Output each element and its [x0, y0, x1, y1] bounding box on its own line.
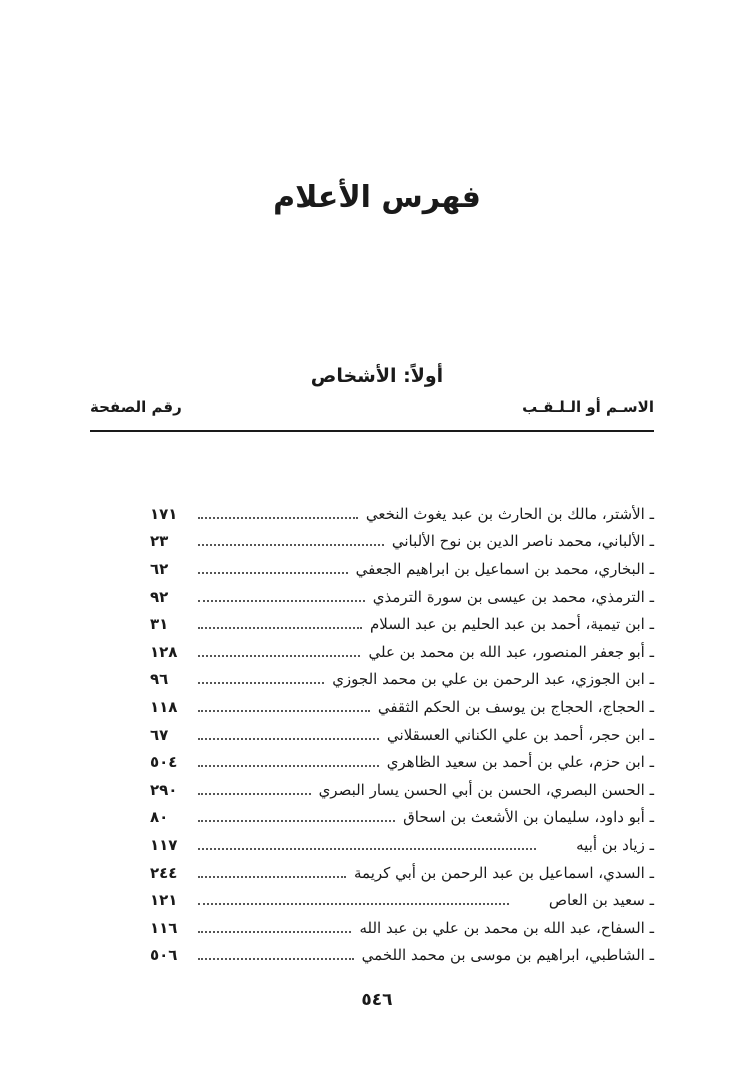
entry-name: ـ السدي، اسماعيل بن عبد الرحمن بن أبي كريمة [354, 863, 654, 882]
entry-page: ٦٧ [150, 725, 169, 744]
leader-dots [198, 738, 379, 740]
entry-name: ـ الشاطبي، ابراهيم بن موسى بن محمد اللخمي [361, 946, 654, 965]
entry-page: ٦٢ [150, 559, 169, 578]
leader-dots [198, 848, 536, 850]
entry-name: ـ الحجاج، الحجاج بن يوسف بن الحكم الثقفي [377, 697, 654, 716]
entry-name: ـ الحسن البصري، الحسن بن أبي الحسن يسار البصري [318, 780, 654, 799]
index-entry [150, 528, 654, 556]
index-entry [150, 666, 654, 694]
entry-name: ـ الألباني، محمد ناصر الدين بن نوح الألباني [391, 532, 654, 551]
entry-name: ـ ابن الجوزي، عبد الرحمن بن علي بن محمد الجوزي [332, 670, 654, 689]
leader-dots [198, 572, 348, 574]
index-entry [150, 914, 654, 942]
leader-dots [198, 876, 346, 878]
index-entry [150, 583, 654, 611]
column-headers [90, 398, 654, 416]
leader-dots [198, 793, 311, 795]
entry-page: ٨٠ [150, 808, 169, 827]
entry-page: ١١٨ [150, 697, 178, 716]
entry-name: ـ البخاري، محمد بن اسماعيل بن ابراهيم الجعفي [355, 559, 654, 578]
leader-dots [198, 820, 395, 822]
index-entry [150, 942, 654, 970]
entry-page: ١١٧ [150, 835, 178, 854]
leader-dots [198, 765, 379, 767]
entry-page: ٢٩٠ [150, 780, 178, 799]
header-divider [90, 430, 654, 432]
entry-name: ـ ابن حجر، أحمد بن علي الكناني العسقلاني [387, 725, 654, 744]
entry-page: ١٧١ [150, 504, 178, 523]
page-column-header: رقم الصفحة [90, 398, 182, 416]
index-list [150, 500, 654, 969]
entry-page: ١٢٨ [150, 642, 178, 661]
leader-dots [198, 544, 384, 546]
entry-name: ـ زياد بن أبيه [576, 835, 654, 854]
entry-name: ـ السفاح، عبد الله بن محمد بن علي بن عبد الله [359, 918, 654, 937]
entry-name: ـ أبو جعفر المنصور، عبد الله بن محمد بن علي [368, 642, 654, 661]
entry-name: ـ أبو داود، سليمان بن الأشعث بن اسحاق [403, 808, 654, 827]
leader-dots [198, 903, 509, 905]
index-entry [150, 859, 654, 887]
leader-dots [198, 655, 360, 657]
entry-page: ٩٢ [150, 587, 169, 606]
entry-page: ٢٤٤ [150, 863, 178, 882]
name-column-header: الاسـم أو الـلـقـب [522, 398, 654, 416]
leader-dots [198, 600, 365, 602]
entry-page: ٥٠٤ [150, 753, 178, 772]
entry-page: ٥٠٦ [150, 946, 178, 965]
index-entry [150, 610, 654, 638]
index-entry [150, 776, 654, 804]
leader-dots [198, 627, 362, 629]
entry-name: ـ ابن تيمية، أحمد بن عبد الحليم بن عبد السلام [370, 615, 654, 634]
index-entry [150, 804, 654, 832]
entry-page: ٣١ [150, 615, 169, 634]
leader-dots [198, 517, 358, 519]
leader-dots [198, 710, 370, 712]
entry-page: ١٢١ [150, 891, 178, 910]
entry-name: ـ الترمذي، محمد بن عيسى بن سورة الترمذي [372, 587, 654, 606]
index-entry [150, 886, 654, 914]
leader-dots [198, 682, 324, 684]
leader-dots [198, 958, 354, 960]
index-entry [150, 693, 654, 721]
index-entry [150, 500, 654, 528]
index-entry [150, 831, 654, 859]
leader-dots [198, 931, 351, 933]
entry-page: ٢٣ [150, 532, 169, 551]
index-entry [150, 748, 654, 776]
entry-page: ١١٦ [150, 918, 178, 937]
page-title: فهرس الأعلام [273, 180, 481, 215]
entry-name: ـ سعيد بن العاص [548, 891, 654, 910]
index-entry [150, 721, 654, 749]
index-entry [150, 638, 654, 666]
page-number: ٥٤٦ [361, 990, 393, 1010]
entry-name: ـ ابن حزم، علي بن أحمد بن سعيد الظاهري [386, 753, 654, 772]
entry-page: ٩٦ [150, 670, 169, 689]
entry-name: ـ الأشتر، مالك بن الحارث بن عبد يغوث النخعي [365, 504, 654, 523]
section-title: أولاً: الأشخاص [310, 365, 444, 387]
index-entry [150, 555, 654, 583]
